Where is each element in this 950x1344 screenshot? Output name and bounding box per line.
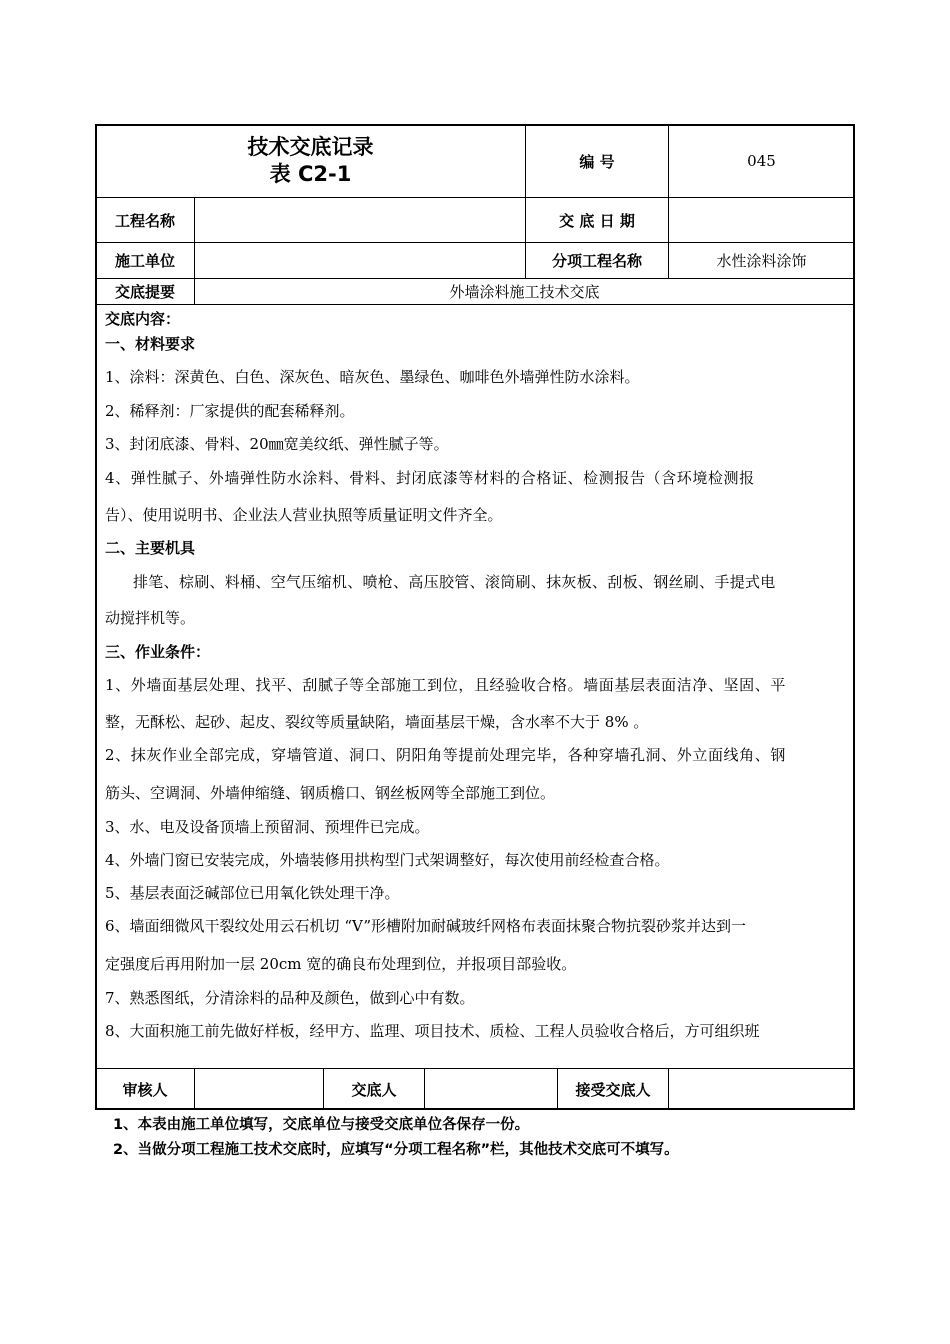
date-value[interactable]: [669, 198, 854, 242]
content-line: 整，无酥松、起砂、起皮、裂纹等质量缺陷，墙面基层干燥，含水率不大于 8% 。: [105, 713, 649, 731]
content-line: 1、外墙面基层处理、找平、刮腻子等全部施工到位，且经验收合格。墙面基层表面洁净、坚固、平: [105, 676, 786, 694]
content-line: 1、涂料：深黄色、白色、深灰色、暗灰色、墨绿色、咖啡色外墙弹性防水涂料。: [105, 368, 640, 386]
content-line: 动搅拌机等。: [105, 609, 196, 627]
content-line: 4、外墙门窗已安装完成，外墙装修用拱构型门式架调整好，每次使用前经检查合格。: [105, 851, 670, 869]
footnote: 2、当做分项工程施工技术交底时，应填写“分项工程名称”栏，其他技术交底可不填写。: [113, 1142, 679, 1158]
section-heading: 一、材料要求: [105, 335, 196, 353]
content-line: 定强度后再用附加一层 20cm 宽的确良布处理到位，并报项目部验收。: [105, 955, 577, 973]
content-intro: 交底内容：: [105, 310, 181, 328]
content-line: 7、熟悉图纸，分清涂料的品种及颜色，做到心中有数。: [105, 989, 475, 1007]
receiver-value[interactable]: [669, 1069, 854, 1109]
reviewer-label: 审核人: [122, 1080, 168, 1099]
form-title: [96, 125, 525, 197]
summary-label: 交底提要: [114, 283, 175, 301]
content-line: 3、封闭底漆、骨料、20㎜宽美纹纸、弹性腻子等。: [105, 435, 449, 453]
construction-unit-label: 施工单位: [114, 252, 175, 270]
subproject-label: 分项工程名称: [551, 252, 642, 270]
section-heading: 二、主要机具: [105, 539, 196, 557]
section-heading: 三、作业条件：: [105, 643, 211, 661]
content-line: 筋头、空调洞、外墙伸缩缝、钢质檐口、钢丝板网等全部施工到位。: [105, 784, 556, 802]
content-line: 5、基层表面泛碱部位已用氧化铁处理干净。: [105, 884, 400, 902]
form-number: 表 C2-1: [269, 162, 352, 186]
number-value: 045: [747, 152, 776, 170]
content-line: 2、稀释剂：厂家提供的配套稀释剂。: [105, 402, 355, 420]
construction-unit-value[interactable]: [195, 243, 525, 278]
project-name-label: 工程名称: [114, 211, 175, 230]
content-line: 4、弹性腻子、外墙弹性防水涂料、骨料、封闭底漆等材料的合格证、检测报告（含环境检测报: [105, 469, 755, 487]
reviewer-value[interactable]: [195, 1069, 323, 1109]
content-line: 告）、使用说明书、企业法人营业执照等质量证明文件齐全。: [105, 506, 503, 524]
row-divider: [96, 304, 854, 305]
discloser-value[interactable]: [425, 1069, 557, 1109]
content-line: 6、墙面细微风干裂纹处用云石机切 “V”形槽附加耐碱玻纤网格布表面抹聚合物抗裂砂浆并达到一: [105, 917, 747, 935]
date-label: 交 底 日 期: [559, 211, 635, 230]
receiver-label: 接受交底人: [575, 1080, 651, 1099]
content-line: 8、大面积施工前先做好样板，经甲方、监理、项目技术、质检、工程人员验收合格后，方可组织班: [105, 1022, 760, 1040]
content-line: 3、水、电及设备顶墙上预留洞、预埋件已完成。: [105, 818, 430, 836]
footnote: 1、本表由施工单位填写，交底单位与接受交底单位各保存一份。: [113, 1117, 530, 1133]
discloser-label: 交底人: [351, 1080, 397, 1099]
document-title: 技术交底记录: [247, 135, 374, 159]
content-line: 排笔、棕刷、料桶、空气压缩机、喷枪、高压胶管、滚筒刷、抹灰板、刮板、钢丝刷、手提式电: [133, 573, 776, 591]
content-line: 2、抹灰作业全部完成，穿墙管道、洞口、阴阳角等提前处理完毕，各种穿墙孔洞、外立面线角、钢: [105, 746, 786, 764]
summary-value[interactable]: 外墙涂料施工技术交底: [449, 283, 600, 301]
subproject-value[interactable]: 水性涂料涂饰: [716, 252, 807, 270]
number-label: 编 号: [579, 152, 615, 171]
project-name-value[interactable]: [195, 198, 525, 242]
